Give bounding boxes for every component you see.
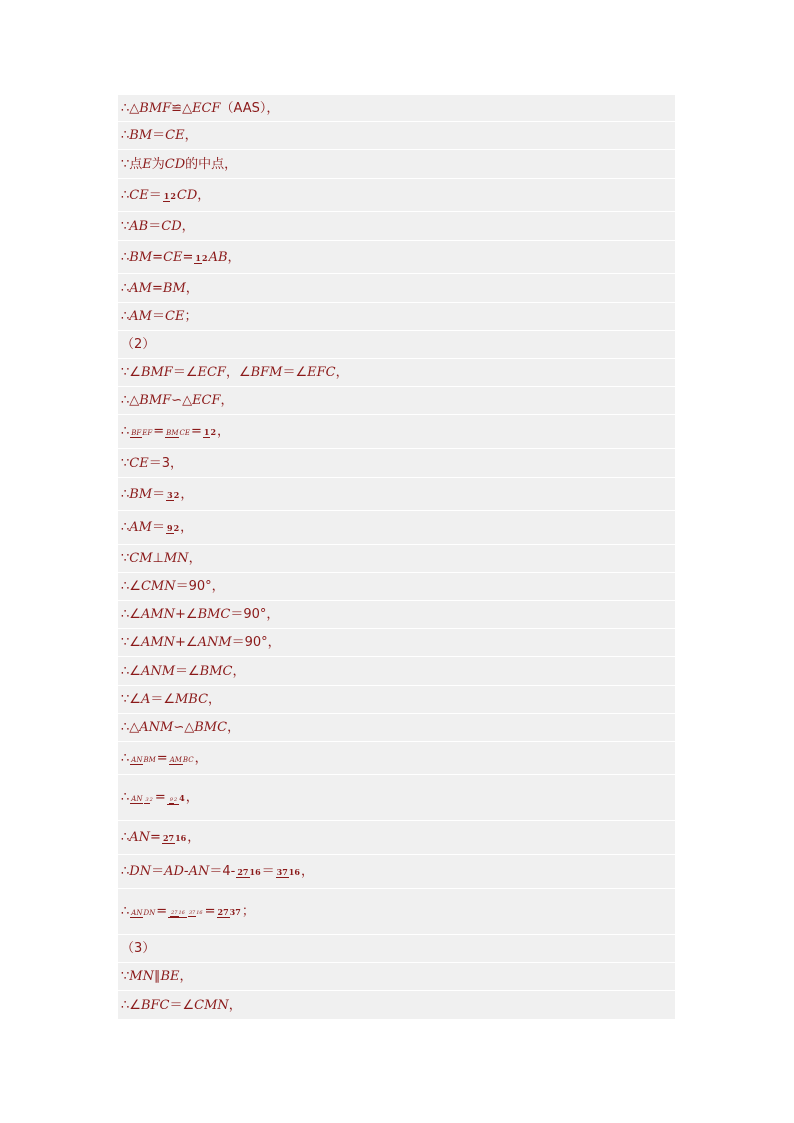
solution-line: ∵∠ A ＝∠ MBC ， (118, 686, 675, 714)
solution-line: ∴ CE ＝ 12 CD ， (118, 179, 675, 212)
part-label (118, 331, 675, 359)
solution-line: ∴∠ AMN +∠ BMC ＝90°， (118, 601, 675, 629)
solution-line: ∴ BM = CE = 12 AB ， (118, 241, 675, 274)
line-text: （2） (121, 337, 156, 352)
solution-line: ∵ MN ∥ BE ， (118, 963, 675, 991)
solution-line: ∴ AM ＝ CE ； (118, 303, 675, 331)
solution-line: ∵ CE ＝3， (118, 449, 675, 478)
solution-line: ∵ CM ⊥ MN ， (118, 545, 675, 573)
solution-document (118, 95, 675, 1020)
solution-line: ∴∠ BFC ＝∠ CMN ， (118, 991, 675, 1020)
solution-line: ∴ ANBM = AMBC ， (118, 742, 675, 775)
solution-line: ∴ AM ＝ 92 ， (118, 511, 675, 545)
solution-line: ∵ AB ＝ CD ， (118, 212, 675, 241)
solution-line: ∴ AN 32 = 92 4 ， (118, 775, 675, 821)
solution-line: ∵点 E 为 CD 的中点， (118, 150, 675, 179)
solution-line: ∴△ BMF ∽△ ECF ， (118, 387, 675, 415)
solution-line: ∴ AN = 2716 ， (118, 821, 675, 855)
solution-line: ∴∠ ANM ＝∠ BMC ， (118, 657, 675, 686)
solution-line: ∴△ ANM ∽△ BMC ， (118, 714, 675, 742)
solution-line: ∴ BM ＝ 32 ， (118, 478, 675, 511)
solution-line: ∴ DN ＝ AD - AN ＝4- 2716 ＝ 3716 ， (118, 855, 675, 889)
solution-line: ∴ BFEF = BMCE = 12 ， (118, 415, 675, 449)
solution-line: ∴ BM ＝ CE ， (118, 122, 675, 150)
solution-line: ∴△ BMF ≌△ ECF （AAS）， (118, 95, 675, 122)
line-text: （3） (121, 941, 156, 956)
solution-line: ∵∠ AMN +∠ ANM ＝90°， (118, 629, 675, 657)
solution-line: ∴∠ CMN ＝90°， (118, 573, 675, 601)
solution-line: ∴ AM = BM ， (118, 274, 675, 303)
solution-line: ∴ ANDN = 2716 3716 = 2737 ； (118, 889, 675, 935)
solution-line: ∵∠ BMF ＝∠ ECF ，∠ BFM ＝∠ EFC ， (118, 359, 675, 387)
part-label (118, 935, 675, 963)
